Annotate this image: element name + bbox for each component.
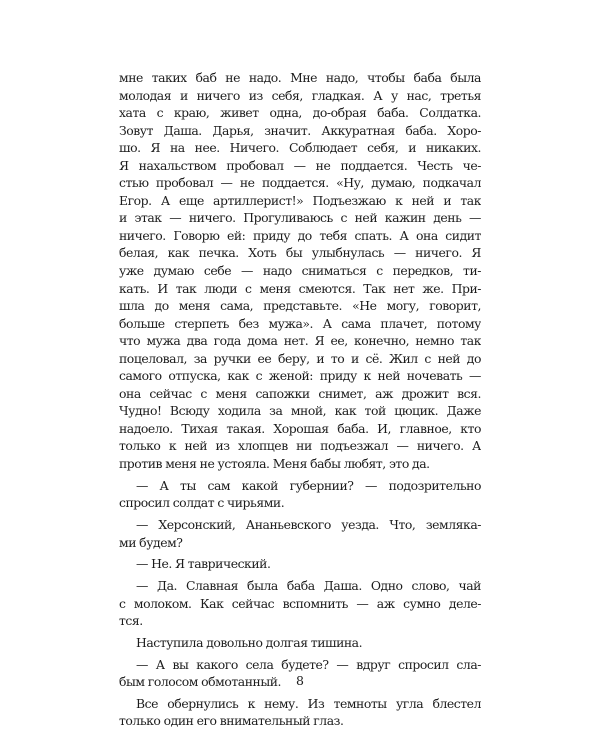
text-line: надоело. Тихая такая. Хорошая баба. И, главное, кто [119,420,481,436]
text-line: она сейчас с меня сапожки снимет, аж дрожит вся. [119,385,481,401]
text-line: ми будем? [119,534,183,550]
text-line: — Не. Я таврический. [136,556,271,572]
text-line: больше стерпеть без мужа». А сама плачет, потому [119,315,481,331]
text-line: поцеловал, за ручки ее беру, и то и сё. Жил с ней до [119,350,481,366]
text-line: стью пробовал — не поддается. «Ну, думаю, подкачал [119,175,481,191]
text-line: против меня не устояла. Меня бабы любят, это да. [119,456,430,472]
text-line: Зовут Даша. Дарья, значит. Аккуратная баба. Хоро- [119,122,481,138]
text-line: ничего. Говорю ей: приду до тебя спать. А она сидит [119,227,481,243]
text-line: Я нахальством пробовал — не поддается. Честь че- [119,157,481,173]
text-line: спросил солдат с чирьями. [119,495,285,511]
text-line: только к ней из хлопцев ни подъезжал — ничего. А [119,438,481,454]
text-line: — А ты сам какой губернии? — подозрительно [136,477,481,493]
text-line: Наступила довольно долгая тишина. [136,634,363,650]
text-line: только один его внимательный глаз. [119,713,344,729]
text-line: что мужа два года дома нет. Я ее, конечно, немно так [119,333,481,349]
text-line: кать. И так люди с меня смеются. Так нет же. При- [119,280,481,296]
text-line: шла до меня сама, представьте. «Не могу, говорит, [119,298,481,314]
text-line: — А вы какого села будете? — вдруг спросил сла- [136,656,481,672]
text-line: хата с краю, живет одна, до-обрая баба. Солдатка. [119,105,481,121]
body-text [119,69,481,730]
text-line: и этак — ничего. Прогуливаюсь с ней кажин день — [119,210,481,226]
text-line: уже думаю себе — надо сниматься с передков, ти- [119,263,481,279]
text-line: молодая и ничего из себя, гладкая. А у нас, третья [119,87,481,103]
text-line: Чудно! Всюду ходила за мной, как той цюцик. Даже [119,403,481,419]
text-line: тся. [119,613,143,629]
text-line: — Да. Славная была баба Даша. Одно слово, чай [136,578,481,594]
text-line: шо. Я на нее. Ничего. Соблюдает себя, и никаких. [119,140,481,156]
text-line: — Херсонский, Ананьевского уезда. Что, земляка- [136,517,481,533]
text-line: мне таких баб не надо. Мне надо, чтобы баба была [119,70,481,85]
text-line: с молоком. Как сейчас вспомнить — аж сумно деле- [119,595,481,611]
text-line: Егор. А еще артиллерист!» Подъезжаю к ней и так [119,192,481,208]
text-line: бым голосом обмотанный. [119,674,282,690]
text-line: белая, как печка. Хоть бы улыбнулась — ничего. Я [119,245,481,261]
page-number: 8 [296,673,304,688]
text-line: самого отпуска, как с женой: приду к ней ночевать — [119,368,481,384]
text-line: Все обернулись к нему. Из темноты угла блестел [136,695,481,711]
